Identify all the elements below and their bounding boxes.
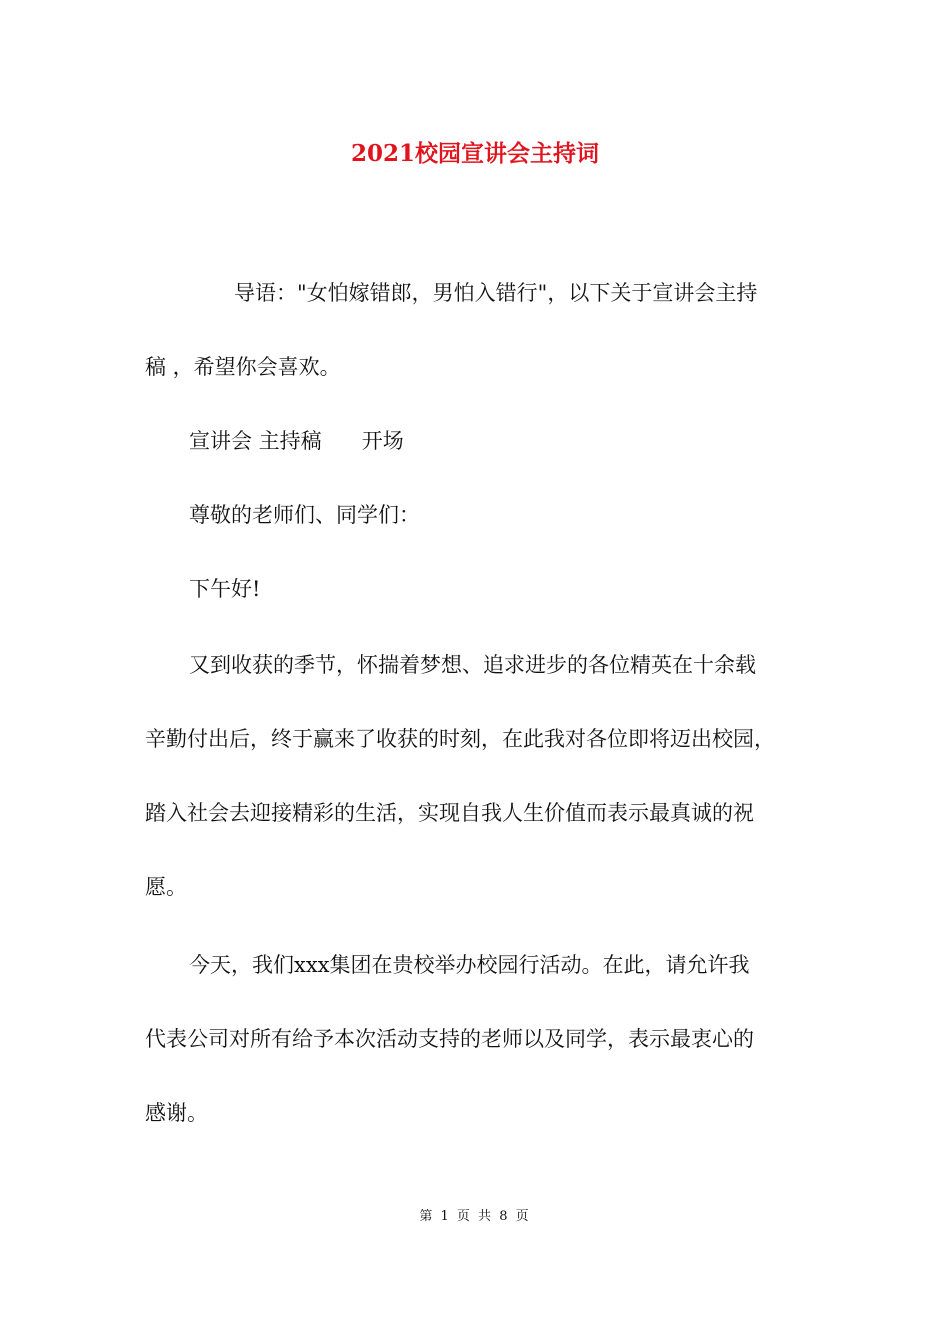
intro-line-2: 稿 ，希望你会喜欢。 bbox=[145, 355, 341, 379]
paragraph-1-line-2: 辛勤付出后，终于赢来了收获的时刻，在此我对各位即将迈出校园， bbox=[145, 727, 775, 751]
document-title: 2021校园宣讲会主持词 bbox=[350, 140, 599, 167]
salutation: 尊敬的老师们、同学们： bbox=[189, 503, 420, 527]
paragraph-1-line-4: 愿。 bbox=[145, 875, 187, 899]
paragraph-2-line-3: 感谢。 bbox=[145, 1101, 208, 1125]
paragraph-2-line-1: 今天，我们xxx集团在贵校举办校园行活动。在此，请允许我 bbox=[189, 953, 750, 977]
greeting: 下午好! bbox=[189, 577, 261, 601]
paragraph-1-line-3: 踏入社会去迎接精彩的生活，实现自我人生价值而表示最真诚的祝 bbox=[145, 801, 754, 825]
paragraph-1-line-1: 又到收获的季节，怀揣着梦想、追求进步的各位精英在十余载 bbox=[189, 653, 756, 677]
paragraph-2-line-2: 代表公司对所有给予本次活动支持的老师以及同学，表示最衷心的 bbox=[145, 1027, 754, 1051]
page-footer: 第 1 页 共 8 页 bbox=[419, 1209, 531, 1224]
intro-line-1: 导语："女怕嫁错郎，男怕入错行"，以下关于宣讲会主持 bbox=[234, 281, 758, 305]
section-heading: 宣讲会 主持稿 开场 bbox=[189, 429, 404, 453]
